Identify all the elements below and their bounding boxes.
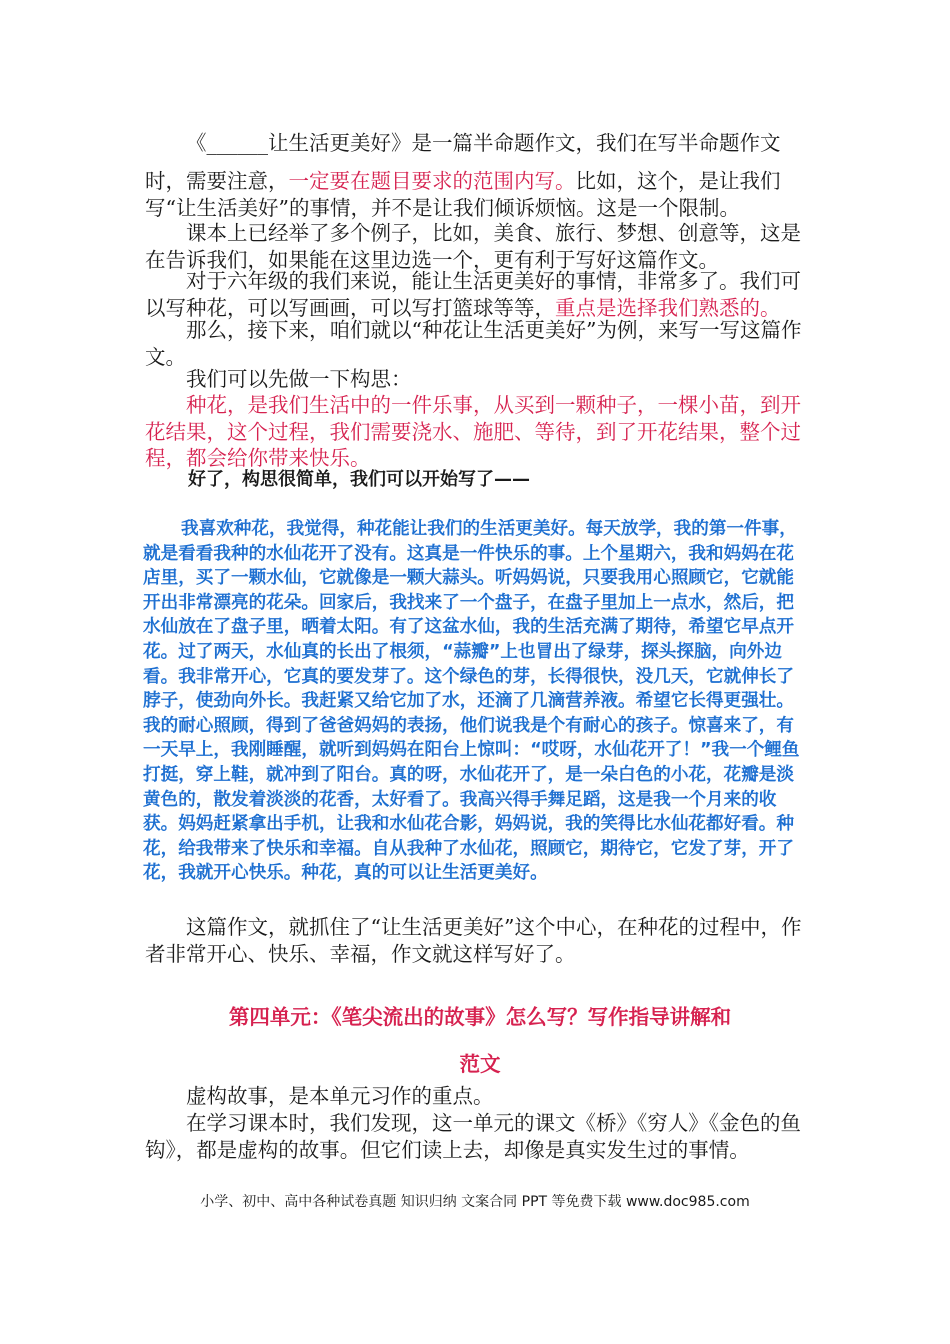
sample-essay: 我喜欢种花，我觉得，种花能让我们的生活更美好。每天放学，我的第一件事，就是看看我种的水仙花开了没有。这真是一件快乐的事。上个星期六，我和妈妈在花店里，买了一颗水仙，它就像是一颗大蒜头。听妈妈说，只要我用心照顾它，它就能开出非常漂亮的花朵。回家后，我找来了一个盘子，在盘子里加上一点水，然后，把水仙放在了盘子里，晒着太阳。有了这盆水仙，我的生活充满了期待，希望它早点开花。过了两天，水仙真的长出了根须，“蒜瓣”上也冒出了绿芽，探头探脑，向外边看。我非常开心，它真的要发芽了。这个绿色的芽，长得很快，没几天，它就伸长了脖子，使劲向外长。我赶紧又给它加了水，还滴了几滴营养液。希望它长得更强壮。我的耐心照顾，得到了爸爸妈妈的表扬，他们说我是个有耐心的孩子。惊喜来了，有一天早上，我刚睡醒，就听到妈妈在阳台上惊叫：“哎呀，水仙花开了！”我一个鲤鱼打挺，穿上鞋，就冲到了阳台。真的呀，水仙花开了，是一朵白色的小花，花瓣是淡黄色的，散发着淡淡的花香，太好看了。我高兴得手舞足蹈，这是我一个月来的收获。妈妈赶紧拿出手机，让我和水仙花合影，妈妈说，我的笑得比水仙花都好看。种花，给我带来了快乐和幸福。自从我种了水仙花，照顾它，期待它，它发了芽，开了花，我就开心快乐。种花，真的可以让生活更美好。 (143, 519, 800, 884)
highlight-familiar: 重点是选择我们熟悉的。 (555, 295, 781, 320)
intro-text: 时，需要注意， (145, 169, 289, 193)
section-paragraph-1: 虚构故事，是本单元习作的重点。 (186, 1084, 494, 1108)
paragraph-examples: 课本上已经举了多个例子，比如，美食、旅行、梦想、创意等，这是在告诉我们，如果能在这里边选一个，更有利于写好这篇作文。 (145, 221, 801, 272)
section-heading-line1: 第四单元：《笔尖流出的故事》怎么写？写作指导讲解和 (228, 1005, 732, 1029)
paragraph-choice (145, 268, 815, 321)
intro-text-cont: 比如，这个，是让我们写“让生活美好”的事情，并不是让我们倾诉烦恼。这是一个限制。 (145, 169, 781, 220)
paragraph-start-writing: 好了，构思很简单，我们可以开始写了—— (188, 469, 530, 490)
paragraph-example-intro: 那么，接下来，咱们就以“种花让生活更美好”为例，来写一写这篇作文。 (145, 318, 802, 369)
paragraph-plan-detail: 种花，是我们生活中的一件乐事，从买到一颗种子，一棵小苗，到开花结果，这个过程，我们需要浇水、施肥、等待，到了开花结果，整个过程，都会给你带来快乐。 (145, 393, 801, 470)
highlight-scope: 一定要在题目要求的范围内写。 (288, 169, 576, 193)
section-paragraph-2: 在学习课本时，我们发现，这一单元的课文《桥》《穷人》《金色的鱼钩》，都是虚构的故事。但它们读上去，却像是真实发生过的事情。 (145, 1111, 801, 1162)
section-heading-line2: 范文 (459, 1052, 501, 1076)
page-footer: 小学、初中、高中各种试卷真题 知识归纳 文案合同 PPT 等免费下载 www.doc985.com (200, 1194, 750, 1210)
paragraph-summary: 这篇作文，就抓住了“让生活更美好”这个中心，在种花的过程中，作者非常开心、快乐、幸福，作文就这样写好了。 (145, 915, 802, 966)
paragraph-intro-cont (145, 168, 815, 221)
intro-line1: 《______让生活更美好》是一篇半命题作文，我们在写半命题作文 (186, 131, 781, 155)
paragraph-intro (145, 130, 815, 157)
paragraph-plan: 我们可以先做一下构思： (186, 367, 412, 391)
choice-text: 对于六年级的我们来说，能让生活更美好的事情，非常多了。我们可以写种花，可以写画画，可以写打篮球等等， (145, 269, 801, 320)
